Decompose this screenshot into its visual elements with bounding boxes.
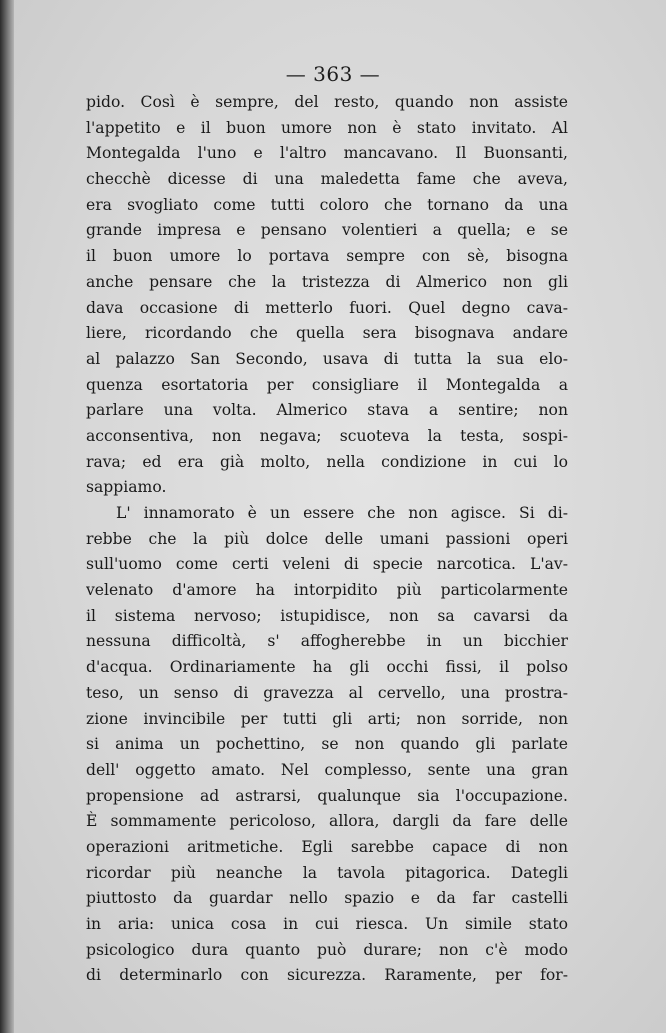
text-line: acconsentiva, non negava; scuoteva la testa, sospi- bbox=[86, 426, 568, 445]
text-line: propensione ad astrarsi, qualunque sia l'occupazione. bbox=[86, 786, 568, 805]
text-line: dava occasione di metterlo fuori. Quel degno cava- bbox=[86, 298, 568, 317]
text-line: parlare una volta. Almerico stava a sentire; non bbox=[86, 401, 568, 420]
text-line: si anima un pochettino, se non quando gli parlate bbox=[86, 735, 568, 754]
text-line: operazioni aritmetiche. Egli sarebbe capace di non bbox=[86, 837, 568, 856]
text-block bbox=[86, 90, 568, 989]
paragraph-1 bbox=[86, 90, 568, 501]
text-line: teso, un senso di gravezza al cervello, una prostra- bbox=[86, 683, 568, 702]
binding-edge bbox=[0, 0, 14, 1033]
text-line: pido. Così è sempre, del resto, quando non assiste bbox=[86, 93, 568, 111]
text-line: rava; ed era già molto, nella condizione in cui lo bbox=[86, 452, 568, 471]
text-line: rebbe che la più dolce delle umani passioni operi bbox=[86, 529, 568, 548]
text-line: in aria: unica cosa in cui riesca. Un simile stato bbox=[86, 915, 568, 933]
text-line: quenza esortatoria per consigliare il Montegalda a bbox=[86, 375, 568, 394]
text-line: il buon umore lo portava sempre con sè, bisogna bbox=[86, 247, 568, 266]
text-line: velenato d'amore ha intorpidito più particolarmente bbox=[86, 581, 568, 600]
text-line: psicologico dura quanto può durare; non c'è modo bbox=[86, 940, 568, 959]
text-line: grande impresa e pensano volentieri a quella; e se bbox=[86, 221, 568, 240]
text-line: d'acqua. Ordinariamente ha gli occhi fissi, il polso bbox=[86, 658, 568, 677]
text-line: l'appetito e il buon umore non è stato invitato. Al bbox=[86, 118, 568, 137]
text-line: Montegalda l'uno e l'altro mancavano. Il Buonsanti, bbox=[86, 144, 568, 163]
text-line: checchè dicesse di una maledetta fame che aveva, bbox=[86, 170, 568, 189]
text-line: È sommamente pericoloso, allora, dargli da fare delle bbox=[86, 812, 568, 831]
text-line: L' innamorato è un essere che non agisce. Si di- bbox=[116, 504, 568, 522]
text-line: nessuna difficoltà, s' affogherebbe in un bicchier bbox=[86, 632, 568, 651]
text-line: zione invincibile per tutti gli arti; non sorride, non bbox=[86, 709, 568, 728]
text-line: al palazzo San Secondo, usava di tutta la sua elo- bbox=[86, 349, 568, 368]
text-line: il sistema nervoso; istupidisce, non sa cavarsi da bbox=[86, 606, 568, 625]
text-line: di determinarlo con sicurezza. Raramente, per for- bbox=[86, 966, 568, 985]
text-line: sull'uomo come certi veleni di specie narcotica. L'av- bbox=[86, 555, 568, 574]
text-line: liere, ricordando che quella sera bisognava andare bbox=[86, 324, 568, 343]
text-line: piuttosto da guardar nello spazio e da far castelli bbox=[86, 889, 568, 908]
text-line: sappiamo. bbox=[86, 478, 167, 497]
text-line: ricordar più neanche la tavola pitagorica. Dategli bbox=[86, 863, 568, 882]
page-number: — 363 — bbox=[285, 62, 381, 86]
text-line: dell' oggetto amato. Nel complesso, sente una gran bbox=[86, 760, 568, 779]
paragraph-2 bbox=[86, 501, 568, 989]
text-line: era svogliato come tutti coloro che tornano da una bbox=[86, 195, 568, 214]
text-line: anche pensare che la tristezza di Almerico non gli bbox=[86, 272, 568, 291]
